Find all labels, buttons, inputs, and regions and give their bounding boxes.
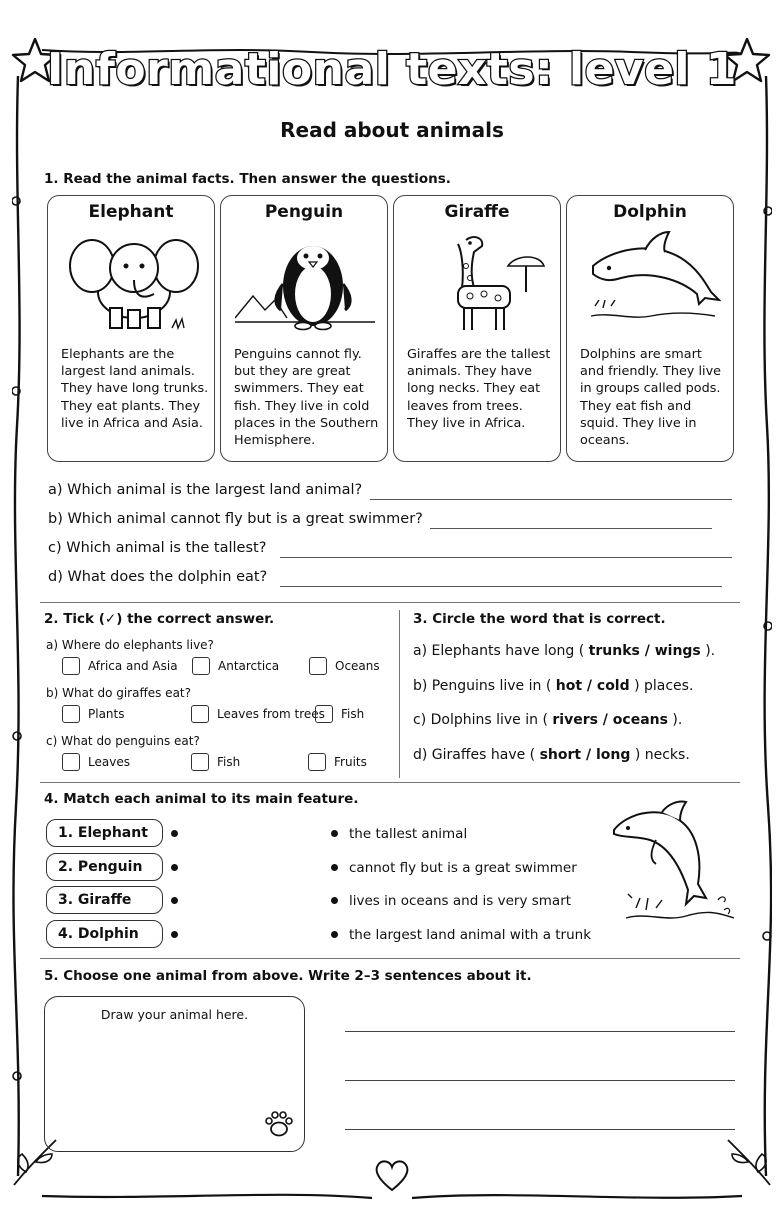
- writing-line[interactable]: [345, 1080, 735, 1081]
- checkbox-option[interactable]: Fish: [315, 705, 364, 723]
- match-feature: the largest land animal with a trunk: [349, 927, 592, 943]
- dolphin-icon: [581, 230, 721, 336]
- drawing-box-label: Draw your animal here.: [100, 1007, 249, 1022]
- divider: [399, 610, 400, 778]
- match-dot[interactable]: [331, 931, 338, 938]
- question-1-heading: 1. Read the animal facts. Then answer the questions.: [44, 171, 451, 187]
- question-1a: a) Which animal is the largest land animal?: [48, 482, 363, 498]
- card-text: Penguins cannot fly. but they are great swimmers. They eat fish. They live in cold places in the Southern Hemisphere.: [234, 347, 379, 449]
- checkbox[interactable]: [309, 657, 327, 675]
- answer-line-1c[interactable]: [280, 557, 732, 558]
- question-2b: b) What do giraffes eat?: [46, 686, 191, 700]
- checkbox-option[interactable]: Oceans: [309, 657, 380, 675]
- match-dot[interactable]: [171, 931, 178, 938]
- dolphin-icon: [606, 800, 736, 932]
- match-animal-giraffe: 3. Giraffe: [46, 886, 163, 914]
- giraffe-icon: [408, 230, 548, 336]
- writing-line[interactable]: [345, 1129, 735, 1130]
- question-1c: c) Which animal is the tallest?: [48, 540, 267, 556]
- circle-choice[interactable]: trunks / wings: [588, 643, 701, 659]
- card-title: Dolphin: [613, 202, 687, 222]
- question-3b: b) Penguins live in ( hot / cold ) places.: [413, 678, 694, 694]
- match-animal-dolphin: 4. Dolphin: [46, 920, 163, 948]
- leaf-icon: [718, 1130, 778, 1190]
- card-text: Elephants are the largest land animals. They have long trunks. They eat plants. They live in Africa and Asia.: [61, 347, 209, 431]
- animal-card-penguin: [220, 195, 388, 462]
- question-2-heading: 2. Tick (✓) the correct answer.: [44, 611, 275, 627]
- match-dot[interactable]: [171, 830, 178, 837]
- question-3d: d) Giraffes have ( short / long ) necks.: [413, 747, 690, 763]
- match-dot[interactable]: [171, 864, 178, 871]
- checkbox-option[interactable]: Africa and Asia: [62, 657, 178, 675]
- animal-card-dolphin: [566, 195, 734, 462]
- checkbox-option[interactable]: Leaves: [62, 753, 130, 771]
- question-5-heading: 5. Choose one animal from above. Write 2–3 sentences about it.: [44, 968, 532, 984]
- question-2a: a) Where do elephants live?: [46, 638, 214, 652]
- page-subtitle: Read about animals: [280, 118, 504, 142]
- checkbox[interactable]: [192, 657, 210, 675]
- question-4-heading: 4. Match each animal to its main feature.: [44, 791, 359, 807]
- elephant-icon: [62, 230, 202, 336]
- writing-line[interactable]: [345, 1031, 735, 1032]
- checkbox-option[interactable]: Plants: [62, 705, 125, 723]
- checkbox-option[interactable]: Fish: [191, 753, 240, 771]
- drawing-box[interactable]: [44, 996, 305, 1152]
- circle-choice[interactable]: short / long: [539, 747, 631, 763]
- checkbox[interactable]: [315, 705, 333, 723]
- question-3a: a) Elephants have long ( trunks / wings ).: [413, 643, 716, 659]
- card-text: Dolphins are smart and friendly. They live in groups called pods. They eat fish and squid. They live in oceans.: [580, 347, 722, 449]
- divider: [40, 782, 740, 783]
- answer-line-1b[interactable]: [430, 528, 712, 529]
- match-dot[interactable]: [331, 864, 338, 871]
- checkbox[interactable]: [191, 705, 209, 723]
- question-1d: d) What does the dolphin eat?: [48, 569, 268, 585]
- divider: [40, 602, 740, 603]
- checkbox-option[interactable]: Fruits: [308, 753, 367, 771]
- checkbox[interactable]: [62, 753, 80, 771]
- circle-choice[interactable]: hot / cold: [555, 678, 630, 694]
- checkbox[interactable]: [62, 705, 80, 723]
- paw-icon: [263, 1109, 295, 1139]
- heart-icon: [372, 1157, 412, 1193]
- question-2c: c) What do penguins eat?: [46, 734, 200, 748]
- match-animal-penguin: 2. Penguin: [46, 853, 163, 881]
- match-dot[interactable]: [171, 897, 178, 904]
- match-feature: the tallest animal: [349, 826, 468, 842]
- question-1b: b) Which animal cannot fly but is a great swimmer?: [48, 511, 423, 527]
- match-feature: cannot fly but is a great swimmer: [349, 860, 577, 876]
- animal-card-elephant: [47, 195, 215, 462]
- match-animal-elephant: 1. Elephant: [46, 819, 163, 847]
- penguin-icon: [235, 230, 375, 336]
- checkbox[interactable]: [62, 657, 80, 675]
- checkbox-option[interactable]: Leaves from trees: [191, 705, 325, 723]
- animal-card-giraffe: [393, 195, 561, 462]
- checkbox[interactable]: [308, 753, 326, 771]
- answer-line-1a[interactable]: [370, 499, 732, 500]
- card-title: Elephant: [88, 202, 174, 222]
- checkbox-option[interactable]: Antarctica: [192, 657, 279, 675]
- match-feature: lives in oceans and is very smart: [349, 893, 572, 909]
- question-3-heading: 3. Circle the word that is correct.: [413, 611, 666, 627]
- answer-line-1d[interactable]: [280, 586, 722, 587]
- match-dot[interactable]: [331, 830, 338, 837]
- page-title: Informational texts: level 1: [47, 44, 737, 95]
- question-3c: c) Dolphins live in ( rivers / oceans ).: [413, 712, 683, 728]
- match-dot[interactable]: [331, 897, 338, 904]
- card-title: Giraffe: [444, 202, 510, 222]
- checkbox[interactable]: [191, 753, 209, 771]
- card-text: Giraffes are the tallest animals. They have long necks. They eat leaves from trees. They live in Africa.: [407, 347, 551, 431]
- card-title: Penguin: [264, 202, 344, 222]
- divider: [40, 958, 740, 959]
- circle-choice[interactable]: rivers / oceans: [552, 712, 668, 728]
